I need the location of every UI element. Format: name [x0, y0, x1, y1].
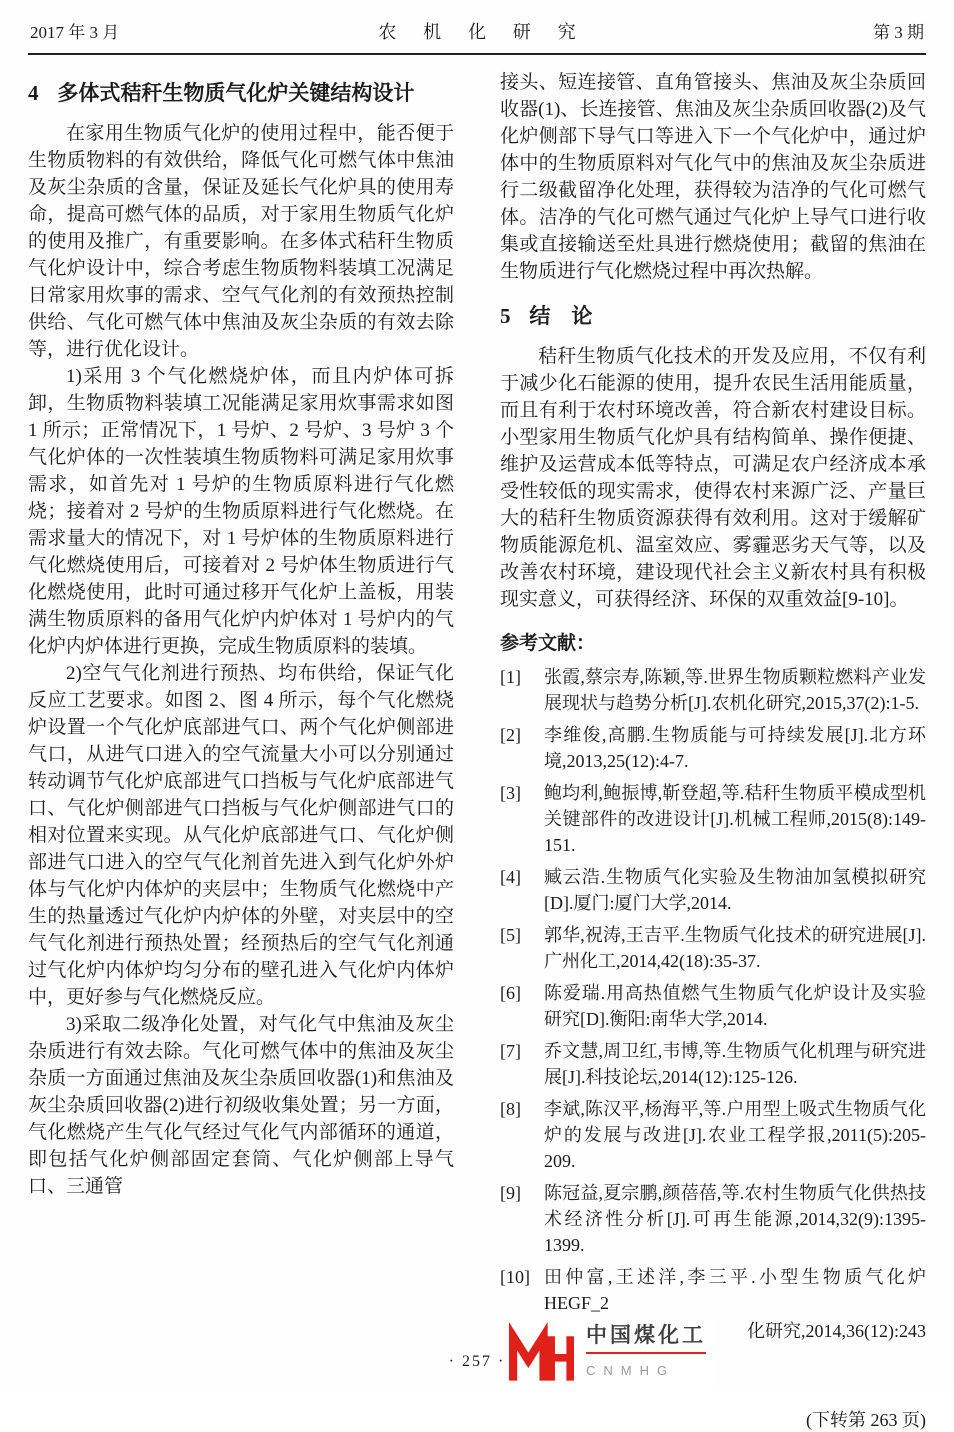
continuation-paragraph: 接头、短连接管、直角管接头、焦油及灰尘杂质回收器(1)、长连接管、焦油及灰尘杂质回收器(2)及气化炉侧部下导气口等进入下一个气化炉中，通过炉体中的生物质原料对气化气中的焦油及灰尘杂质进行二级截留净化处理，获得较为洁净的气化可燃气体。洁净的气化可燃气通过气化炉上导气口进行收集或直接输送至灶具进行燃烧使用；截留的焦油在生物质进行气化燃烧过程中再次热解。 — [500, 72, 926, 282]
reference-number: [6] — [500, 983, 521, 1003]
reference-item — [500, 1038, 926, 1090]
reference-text: 臧云浩.生物质气化实验及生物油加氢模拟研究[D].厦门:厦门大学,2014. — [544, 867, 926, 913]
section-5-heading — [500, 300, 926, 330]
reference-text: 张霞,蔡宗寿,陈颖,等.世界生物质颗粒燃料产业发展现状与趋势分析[J].农机化研究,2015,37(2):1-5. — [544, 667, 926, 713]
header-rule — [28, 53, 926, 55]
reference-text: 李维俊,高鹏.生物质能与可持续发展[J].北方环境,2013,25(12):4-7. — [544, 725, 926, 771]
right-column — [500, 69, 926, 1432]
page-header — [28, 10, 926, 53]
reference-item — [500, 722, 926, 774]
reference-text: 陈冠益,夏宗鹏,颜蓓蓓,等.农村生物质气化供热技术经济性分析[J].可再生能源,2014,32(9):1395-1399. — [544, 1183, 926, 1255]
reference-text: 李斌,陈汉平,杨海平,等.户用型上吸式生物质气化炉的发展与改进[J].农业工程学报,2011(5):205-209. — [544, 1099, 926, 1171]
reference-text: 鲍均利,鲍振博,靳登超,等.秸秆生物质平模成型机关键部件的改进设计[J].机械工程师,2015(8):149-151. — [544, 783, 926, 855]
logo-title-en: CNMHG — [586, 1363, 676, 1378]
body-paragraph: 1)采用 3 个气化燃烧炉体，而且内炉体可拆卸，生物质物料装填工况能满足家用炊事需求如图 1 所示；正常情况下，1 号炉、2 号炉、3 号炉 3 个气化炉体的一次性装填生物质物料可满足家用炊事需求，如首先对 1 号炉的生物质原料进行气化燃烧；接着对 2 号炉的生物质原料进行气化燃烧。在需求量大的情况下，对 1 号炉体的生物质原料进行气化燃烧使用后，可接着对 2 号炉体生物质进行气化燃烧使用，此时可通过移开气化炉上盖板，用装满生物质原料的备用气化炉内炉体对 1 号炉内的气化炉内炉体进行更换，完成生物质原料的装填。 — [28, 366, 454, 657]
reference-item — [500, 864, 926, 916]
reference-number: [2] — [500, 725, 521, 745]
left-column — [28, 69, 454, 1432]
reference-item — [500, 922, 926, 974]
reference-item — [500, 1180, 926, 1258]
reference-item — [500, 1096, 926, 1174]
reference-number: [9] — [500, 1183, 521, 1203]
reference-number: [1] — [500, 667, 521, 687]
reference-number: [5] — [500, 925, 521, 945]
reference-text: 郭华,祝涛,王吉平.生物质气化技术的研究进展[J].广州化工,2014,42(18):35-37. — [544, 925, 926, 971]
issue-number: 第 3 期 — [873, 23, 924, 42]
header-date: 2017 年 3 月 — [30, 23, 120, 42]
references-heading: 参考文献： — [500, 633, 596, 654]
journal-title: 农 机 化 研 究 — [378, 22, 587, 42]
body-paragraph: 在家用生物质气化炉的使用过程中，能否便于生物质物料的有效供给，降低气化可燃气体中焦油及灰尘杂质的含量，保证及延长气化炉具的使用寿命，提高可燃气体的品质，对于家用生物质气化炉的使用及推广，有重要影响。在多体式秸秆生物质气化炉设计中，综合考虑生物质物料装填工况满足日常家用炊事的需求、空气气化剂的有效预热控制供给、气化可燃气体中焦油及灰尘杂质的有效去除等，进行优化设计。 — [28, 123, 454, 360]
reference-item — [500, 980, 926, 1032]
reference-text: 陈爱瑞.用高热值燃气生物质气化炉设计及实验研究[D].衡阳:南华大学,2014. — [544, 983, 926, 1029]
reference-item — [500, 780, 926, 858]
section-title-text: 多体式秸秆生物质气化炉关键结构设计 — [57, 81, 415, 105]
body-paragraph: 3)采取二级净化处置，对气化气中焦油及灰尘杂质进行有效去除。气化可燃气体中的焦油及灰尘杂质一方面通过焦油及灰尘杂质回收器(1)和焦油及灰尘杂质回收器(2)进行初级收集处置；另一方面，气化燃烧产生气化气经过气化气内部循环的通道，即包括气化炉侧部固定套筒、气化炉侧部上导气口、三通管 — [28, 1014, 454, 1197]
reference-number: [7] — [500, 1041, 521, 1061]
section-number: 4 — [28, 81, 39, 105]
page-number: · 257 · — [448, 1353, 506, 1370]
conclusion-paragraph: 秸秆生物质气化技术的开发及应用，不仅有利于减少化石能源的使用，提升农民生活用能质量，而且有利于农村环境改善，符合新农村建设目标。小型家用生物质气化炉具有结构简单、操作便捷、维护及运营成本低等特点，可满足农户经济成本承受性较低的现实需求，使得农村来源广泛、产量巨大的秸秆生物质资源获得有效利用。这对于缓解矿物质能源危机、温室效应、雾霾恶劣天气等，以及改善农村环境，建设现代社会主义新农村具有积极现实意义，可获得经济、环保的双重效益[9-10]。 — [500, 346, 926, 610]
reference-number: [3] — [500, 783, 521, 803]
references-list — [500, 664, 926, 1400]
reference-number: [8] — [500, 1099, 521, 1119]
reference-number: [10] — [500, 1267, 530, 1287]
two-column-body — [28, 69, 926, 1432]
reference-item — [500, 664, 926, 716]
page-footer — [0, 1353, 954, 1371]
reference-text: 田仲富,王述洋,李三平.小型生物质气化炉 HEGF_2 — [544, 1267, 926, 1313]
body-paragraph: 2)空气气化剂进行预热、均布供给，保证气化反应工艺要求。如图 2、图 4 所示，每个气化燃烧炉设置一个气化炉底部进气口、两个气化炉侧部进气口，从进气口进入的空气流量大小可以分别通过转动调节气化炉底部进气口挡板与气化炉底部进气口、气化炉侧部进气口挡板与气化炉侧部进气口的相对位置来实现。从气化炉底部进气口、气化炉侧部进气口进入的空气气化剂首先进入到气化炉外炉体与气化炉内体炉的夹层中；生物质气化燃烧中产生的热量透过气化炉内炉体的外壁，对夹层中的空气气化剂进行预热处置；经预热后的空气气化剂通过气化炉内体炉均匀分布的壁孔进入气化炉内体炉中，更好参与气化燃烧反应。 — [28, 663, 454, 1008]
section-title-text: 结 论 — [529, 304, 593, 328]
reference-item — [500, 1264, 926, 1400]
logo-title-cn: 中国煤化工 — [586, 1324, 706, 1347]
reference-text: 乔文慧,周卫红,韦博,等.生物质气化机理与研究进展[J].科技论坛,2014(12):125-126. — [544, 1041, 926, 1087]
reference-text-fragment: 化研究,2014,36(12):243 — [747, 1321, 926, 1341]
section-4-heading — [28, 77, 454, 107]
continued-on-note: (下转第 263 页) — [806, 1410, 926, 1430]
section-number: 5 — [500, 304, 511, 328]
reference-number: [4] — [500, 867, 521, 887]
